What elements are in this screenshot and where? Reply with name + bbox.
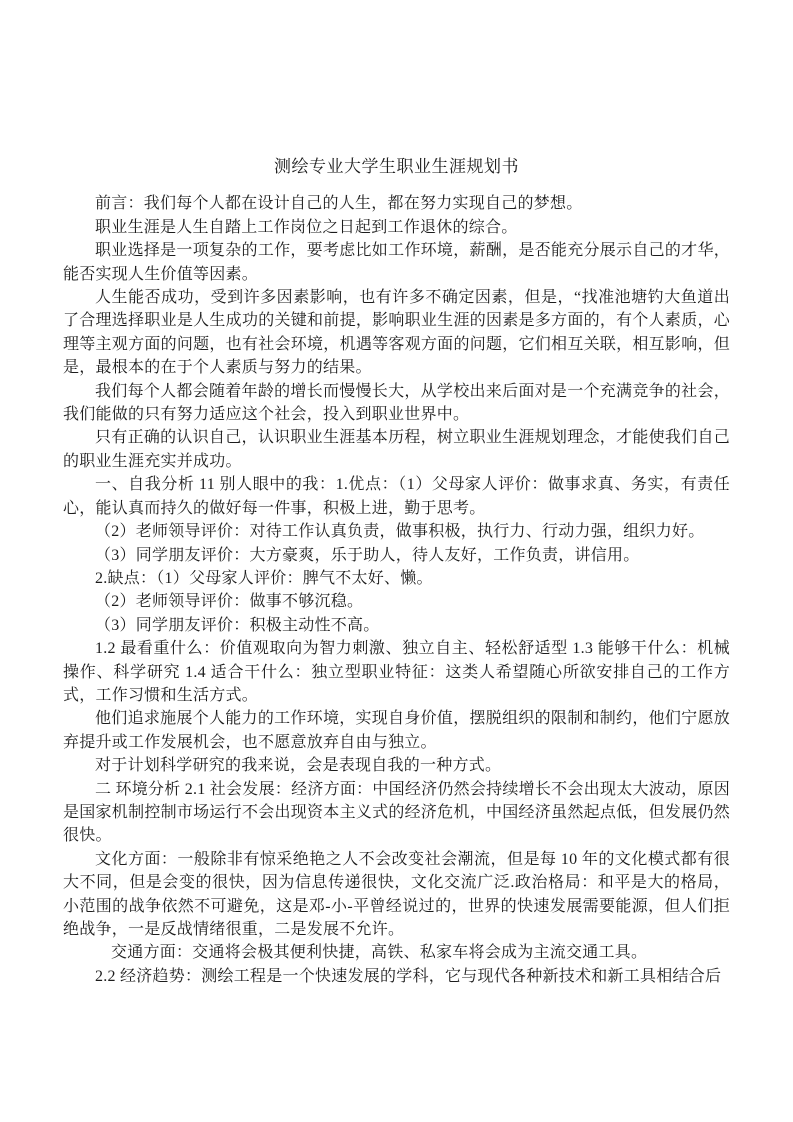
paragraph: （3）同学朋友评价：大方豪爽，乐于助人，待人友好，工作负责，讲信用。: [95, 546, 640, 564]
paragraph: 文化方面：一般除非有惊采绝艳之人不会改变社会潮流，但是每 10 年的文化模式都有很大不同，但是会变的很快，因为信息传递很快，文化交流广泛.政治格局：和平是大的格局，小范围的战争依然不可避免，这是邓-小-平曾经说过的，世界的快速发展需要能源，但人们拒绝战争，一是反战情绪很重，二是发展不允许。: [63, 850, 730, 938]
document-content: [63, 155, 730, 988]
paragraph: 2.2 经济趋势：测绘工程是一个快速发展的学科，它与现代各种新技术和新工具相结合后: [95, 967, 722, 985]
paragraph: （2）老师领导评价：对待工作认真负责，做事积极，执行力、行动力强，组织力好。: [95, 523, 705, 541]
paragraph: 1.2 最看重什么：价值观取向为智力刺激、独立自主、轻松舒适型 1.3 能够干什么：机械操作、科学研究 1.4 适合干什么：独立型职业特征：这类人希望随心所欲安排自己的工作方式，工作习惯和生活方式。: [63, 640, 730, 704]
paragraph: （2）老师领导评价：做事不够沉稳。: [95, 593, 364, 611]
page-title: 测绘专业大学生职业生涯规划书: [274, 157, 519, 176]
paragraph: 对于计划科学研究的我来说，会是表现自我的一种方式。: [95, 757, 502, 775]
paragraph: 他们追求施展个人能力的工作环境，实现自身价值，摆脱组织的限制和制约，他们宁愿放弃提升或工作发展机会，也不愿意放弃自由与独立。: [63, 710, 730, 751]
paragraph: 职业生涯是人生自踏上工作岗位之日起到工作退休的综合。: [95, 218, 518, 236]
paragraph: 2.缺点：（1）父母家人评价：脾气不太好、懒。: [95, 569, 433, 587]
paragraph: 二 环境分析 2.1 社会发展：经济方面：中国经济仍然会持续增长不会出现太大波动，原因是国家机制控制市场运行不会出现资本主义式的经济危机，中国经济虽然起点低，但发展仍然很快。: [63, 780, 730, 845]
paragraph: 前言：我们每个人都在设计自己的人生，都在努力实现自己的梦想。: [95, 195, 583, 213]
paragraph: （3）同学朋友评价：积极主动性不高。: [95, 616, 380, 634]
paragraph: 人生能否成功，受到许多因素影响，也有许多不确定因素，但是，“找准池塘钓大鱼道出了合理选择职业是人生成功的关键和前提，影响职业生涯的因素是多方面的，有个人素质，心理等主观方面的问题，也有社会环境，机遇等客观方面的问题，它们相互关联，相互影响，但是，最根本的在于个人素质与努力的结果。: [63, 289, 730, 377]
paragraph: 交通方面：交通将会极其便利快捷，高铁、私家车将会成为主流交通工具。: [111, 944, 648, 962]
paragraph: 一、自我分析 11 别人眼中的我：1.优点：（1）父母家人评价：做事求真、务实，有责任心，能认真而持久的做好每一件事，积极上进，勤于思考。: [63, 476, 730, 517]
paragraph: 职业选择是一项复杂的工作，要考虑比如工作环境，薪酬，是否能充分展示自己的才华，能否实现人生价值等因素。: [63, 242, 730, 283]
paragraph: 只有正确的认识自己，认识职业生涯基本历程，树立职业生涯规划理念，才能使我们自己的职业生涯充实并成功。: [63, 429, 730, 470]
paragraph: 我们每个人都会随着年龄的增长而慢慢长大，从学校出来后面对是一个充满竞争的社会，我们能做的只有努力适应这个社会，投入到职业世界中。: [63, 382, 730, 424]
document-body: [63, 192, 730, 988]
